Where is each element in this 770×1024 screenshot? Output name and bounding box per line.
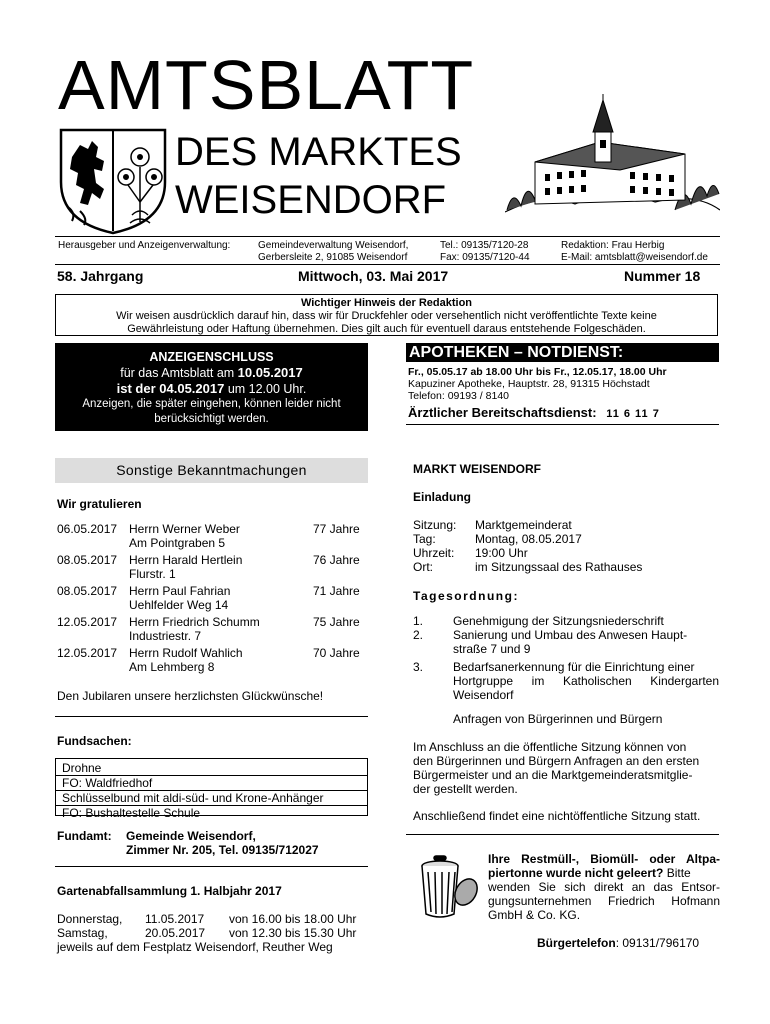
lost-item: FO: Bushaltestelle Schule <box>62 806 201 820</box>
notice-heading: Wichtiger Hinweis der Redaktion <box>300 297 473 309</box>
agenda-list <box>413 614 719 702</box>
lost-heading: Fundsachen: <box>57 734 132 748</box>
list-item: 08.05.2017 Herrn Harald Hertlein Flurstr. 1 76 Jahre <box>57 553 360 581</box>
pharmacy-phone: Telefon: 09193 / 8140 <box>408 390 510 402</box>
lost-item: FO: Waldfriedhof <box>56 776 367 791</box>
editorial-notice <box>55 294 718 336</box>
ad-deadline-note: berücksichtigt werden. <box>154 413 269 425</box>
list-item: 08.05.2017 Herrn Paul Fahrian Uehlfelder Weg 14 71 Jahre <box>57 584 360 612</box>
list-item: 12.05.2017 Herrn Rudolf Wahlich Am Lehmberg 8 70 Jahre <box>57 646 360 674</box>
lost-items-box <box>55 758 368 820</box>
publisher-org: Gemeindeverwaltung Weisendorf, Gerbersleite 2, 91085 Weisendorf <box>258 240 409 263</box>
list-item: Tag: Montag, 08.05.2017 <box>413 532 582 546</box>
list-item: 06.05.2017 Herrn Werner Weber Am Pointgraben 5 77 Jahre <box>57 522 360 550</box>
pharmacy-address: Kapuziner Apotheke, Hauptstr. 28, 91315 Höchstadt <box>408 378 650 390</box>
garden-heading: Gartenabfallsammlung 1. Halbjahr 2017 <box>57 884 282 898</box>
ad-deadline-note: Anzeigen, die später eingehen, können leider nicht <box>82 398 341 410</box>
session-details <box>413 518 718 574</box>
issue-volume: 58. Jahrgang <box>57 268 144 284</box>
list-item: 1. Genehmigung der Sitzungsniederschrift <box>413 614 664 628</box>
lost-office-label: Fundamt: <box>57 829 112 843</box>
list-item: Sitzung: Marktgemeinderat <box>413 518 572 532</box>
birthday-list <box>57 522 367 677</box>
session-paragraph: Im Anschluss an die öffentliche Sitzung können von den Bürgerinnen und Bürgern Anfragen an den ersten Bürgermeister und an die Marktgemeinderatsmitglie- der gestellt werden. <box>413 740 700 796</box>
doctor-service: Ärztlicher Bereitschaftsdienst: 11 6 11 7 <box>408 405 660 420</box>
trash-can-icon <box>414 852 484 922</box>
ad-deadline-heading: ANZEIGENSCHLUSS <box>149 350 274 364</box>
invite-heading: Einladung <box>413 490 471 504</box>
list-item: 12.05.2017 Herrn Friedrich Schumm Industriestr. 7 75 Jahre <box>57 615 360 643</box>
publisher-label: Herausgeber und Anzeigenverwaltung: <box>58 240 231 251</box>
lost-office: Gemeinde Weisendorf, Zimmer Nr. 205, Tel. 09135/712027 <box>126 829 319 857</box>
list-item: 3. Bedarfsanerkennung für die Einrichtung einer Hortgruppe im Katholischen Kindergarten Weisendorf <box>413 660 719 702</box>
issue-number: Nummer 18 <box>624 268 701 284</box>
list-item: 2. Sanierung und Umbau des Anwesen Haupt- straße 7 und 9 <box>413 628 688 656</box>
list-item: Donnerstag, 11.05.2017 von 16.00 bis 18.00 Uhr <box>57 912 357 926</box>
hotline: Bürgertelefon: 09131/796170 <box>537 936 700 950</box>
garden-place: jeweils auf dem Festplatz Weisendorf, Reuther Weg <box>57 940 333 954</box>
list-item: Samstag, 20.05.2017 von 12.30 bis 15.30 Uhr <box>57 926 357 940</box>
editor-email-link[interactable]: E-Mail: amtsblatt@weisendorf.de <box>561 252 708 263</box>
list-item: Uhrzeit: 19:00 Uhr <box>413 546 528 560</box>
notice-line: Gewährleistung oder Haftung übernehmen. Dies gilt auch für eventuell daraus entstehende Folgeschäden. <box>127 323 646 335</box>
congrats-heading: Wir gratulieren <box>57 497 142 511</box>
pharmacy-period: Fr., 05.05.17 ab 18.00 Uhr bis Fr., 12.05.17, 18.00 Uhr <box>408 366 667 378</box>
masthead-subtitle-1: DES MARKTES <box>175 130 462 174</box>
ad-deadline-box: ANZEIGENSCHLUSS für das Amtsblatt am 10.05.2017 ist der 04.05.2017 um 12.00 Uhr. Anzeigen, die später eingehen, können leider nicht berücksichtigt werden. <box>55 343 368 431</box>
list-item: Ort: im Sitzungssaal des Rathauses <box>413 560 643 574</box>
closed-session-note: Anschließend findet eine nichtöffentliche Sitzung statt. <box>413 809 701 823</box>
publisher-phone: Tel.: 09135/7120-28 Fax: 09135/7120-44 <box>440 240 530 263</box>
market-heading: MARKT WEISENDORF <box>413 462 541 476</box>
issue-date: Mittwoch, 03. Mai 2017 <box>298 268 449 284</box>
pharmacy-heading: APOTHEKEN – NOTDIENST: <box>406 343 719 362</box>
publisher-editor: Redaktion: Frau Herbig E-Mail: amtsblatt@weisendorf.de <box>561 240 708 263</box>
congrats-closing: Den Jubilaren unsere herzlichsten Glückwünsche! <box>57 689 324 703</box>
lost-item: Drohne <box>56 761 367 776</box>
agenda-extra: Anfragen von Bürgerinnen und Bürgern <box>453 712 663 726</box>
masthead-title: AMTSBLATT <box>58 46 475 124</box>
coat-of-arms-icon <box>58 127 168 235</box>
masthead-subtitle-2: WEISENDORF <box>175 178 447 222</box>
bin-notice: Ihre Restmüll-, Biomüll- oder Altpa- piertonne wurde nicht geleert? Bitte wenden Sie sich direkt an das Entsor- gungsunternehmen Friedrich Hofmann GmbH & Co. KG. <box>488 852 720 922</box>
notice-line: Wir weisen ausdrücklich darauf hin, dass wir für Druckfehler oder versehentlich nicht veröffentlichte Texte keine <box>116 310 657 322</box>
agenda-heading: Tagesordnung: <box>413 589 519 603</box>
lost-item: Schlüsselbund mit aldi-süd- und Krone-Anhänger <box>56 791 367 806</box>
section-title: Sonstige Bekanntmachungen <box>55 458 368 483</box>
castle-illustration-icon <box>505 92 720 222</box>
